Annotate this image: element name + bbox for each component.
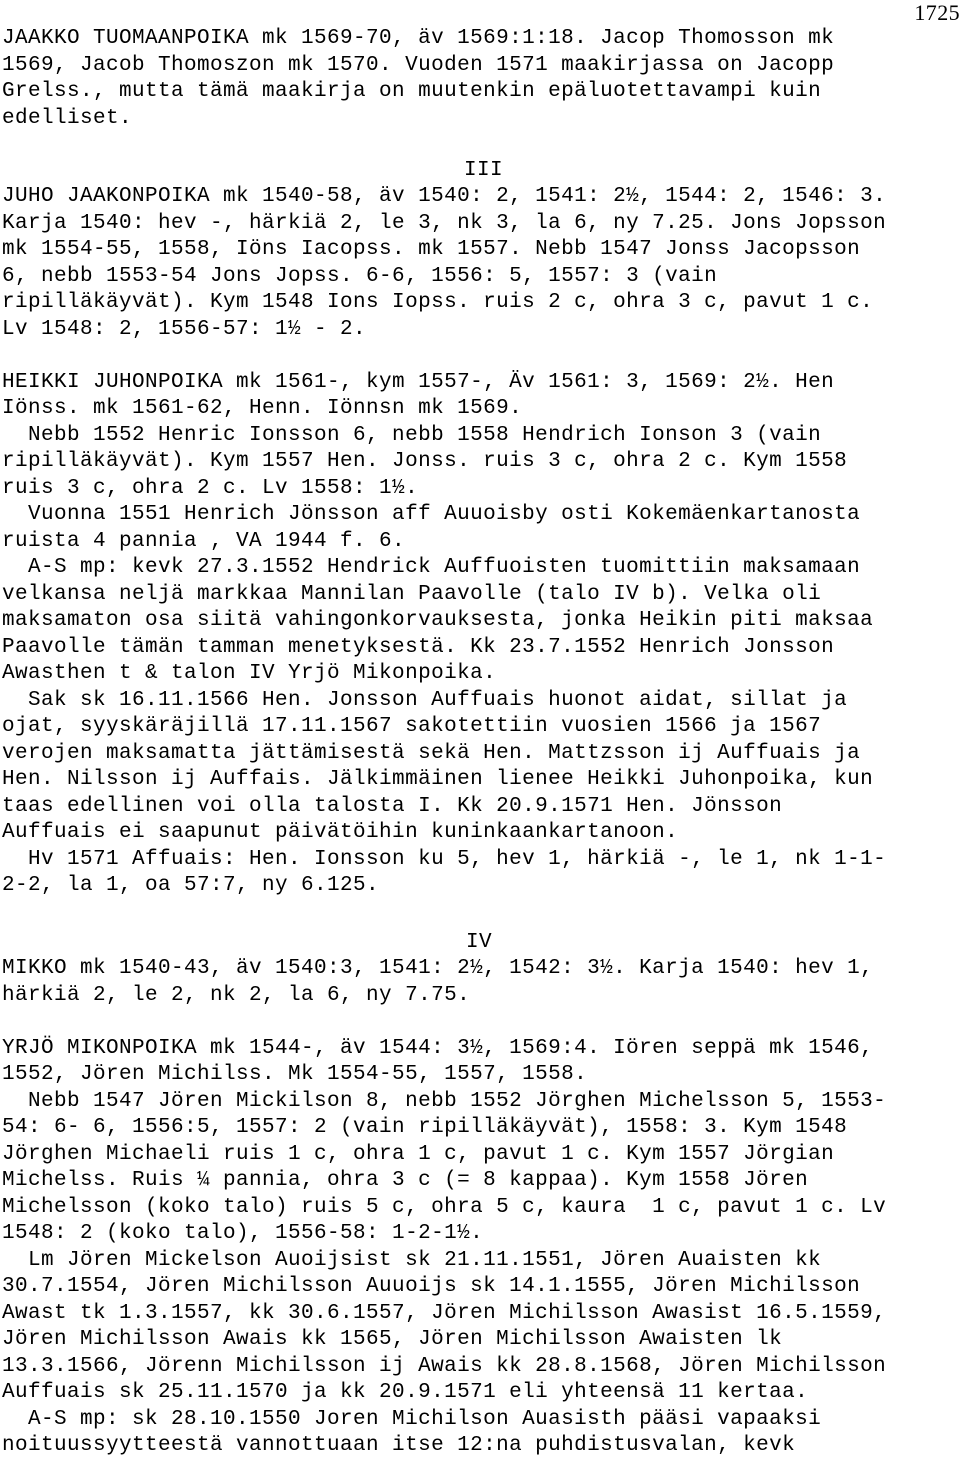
text-line: HEIKKI JUHONPOIKA mk 1561-, kym 1557-, Äv 1561: 3, 1569: 2½. Hen bbox=[2, 370, 835, 394]
text-line: Jören Michilsson Awais kk 1565, Jören Michilsson Awaisten lk bbox=[2, 1328, 783, 1351]
text-line: Paavolle tämän tamman menetyksestä. Kk 23.7.1552 Henrich Jonsson bbox=[2, 635, 835, 659]
text-line: JAAKKO TUOMAANPOIKA mk 1569-70, äv 1569:1:18. Jacop Thomosson mk bbox=[2, 27, 835, 50]
text-line: Auffuais ei saapunut päivätöihin kuninkaankartanoon. bbox=[2, 821, 679, 844]
text-line: MIKKO mk 1540-43, äv 1540:3, 1541: 2½, 1542: 3½. Karja 1540: hev 1, bbox=[2, 957, 874, 980]
text-line: Auffuais sk 25.11.1570 ja kk 20.9.1571 eli yhteensä 11 kertaa. bbox=[2, 1381, 809, 1404]
text-line: Lm Jören Mickelson Auoijsist sk 21.11.1551, Jören Auaisten kk bbox=[2, 1248, 822, 1272]
text-line: noituussyytteestä vannottuaan itse 12:na puhdistusvalan, kevk bbox=[2, 1434, 796, 1457]
text-line: 1552, Jören Michilss. Mk 1554-55, 1557, 1558. bbox=[2, 1063, 588, 1086]
text-line: Grelss., mutta tämä maakirja on muutenkin epäluotettavampi kuin bbox=[2, 80, 822, 103]
text-line: 13.3.1566, Jörenn Michilsson ij Awais kk 28.8.1568, Jören Michilsson bbox=[2, 1354, 887, 1378]
text-line: JUHO JAAKONPOIKA mk 1540-58, äv 1540: 2, 1541: 2½, 1544: 2, 1546: 3. bbox=[2, 185, 887, 208]
text-line: ojat, syyskäräjillä 17.11.1567 sakotettiin vuosien 1566 ja 1567 bbox=[2, 715, 822, 738]
text-line: 1548: 2 (koko talo), 1556-58: 1-2-1½. bbox=[2, 1222, 484, 1245]
text-line: Jörghen Michaeli ruis 1 c, ohra 1 c, pavut 1 c. Kym 1557 Jörgian bbox=[2, 1142, 835, 1166]
text-line: ruis 3 c, ohra 2 c. Lv 1558: 1½. bbox=[2, 476, 419, 500]
text-line: Vuonna 1551 Henrich Jönsson aff Auuoisby osti Kokemäenkartanosta bbox=[2, 503, 861, 526]
text-line: 54: 6- 6, 1556:5, 1557: 2 (vain ripilläkäyvät), 1558: 3. Kym 1548 bbox=[2, 1116, 848, 1139]
text-line: ruista 4 pannia , VA 1944 f. 6. bbox=[2, 529, 406, 553]
text-line: ripilläkäyvät). Kym 1548 Ions Iopss. ruis 2 c, ohra 3 c, pavut 1 c. bbox=[2, 291, 874, 314]
text-line: Michelss. Ruis ¼ pannia, ohra 3 c (= 8 kappaa). Kym 1558 Jören bbox=[2, 1169, 809, 1192]
text-line: Nebb 1547 Jören Mickilson 8, nebb 1552 Jörghen Michelsson 5, 1553- bbox=[2, 1089, 887, 1113]
text-line: taas edellinen voi olla talosta I. Kk 20.9.1571 Hen. Jönsson bbox=[2, 794, 783, 818]
text-line: A-S mp: kevk 27.3.1552 Hendrick Auffuoisten tuomittiin maksamaan bbox=[2, 556, 861, 579]
text-line: härkiä 2, le 2, nk 2, la 6, ny 7.75. bbox=[2, 983, 471, 1007]
text-line: mk 1554-55, 1558, Iöns Iacopss. mk 1557. Nebb 1547 Jonss Jacopsson bbox=[2, 238, 861, 261]
text-line: A-S mp: sk 28.10.1550 Joren Michilson Auasisth pääsi vapaaksi bbox=[2, 1407, 822, 1431]
text-line: 6, nebb 1553-54 Jons Jopss. 6-6, 1556: 5, 1557: 3 (vain bbox=[2, 264, 718, 288]
text-line: 2-2, la 1, oa 57:7, ny 6.125. bbox=[2, 874, 380, 897]
text-line: velkansa neljä markkaa Mannilan Paavolle (talo IV b). Velka oli bbox=[2, 582, 822, 606]
text-line: Hv 1571 Affuais: Hen. Ionsson ku 5, hev 1, härkiä -, le 1, nk 1-1- bbox=[2, 847, 887, 871]
text-line: 30.7.1554, Jören Michilsson Auuoijs sk 14.1.1555, Jören Michilsson bbox=[2, 1275, 861, 1298]
text-line: ripilläkäyvät). Kym 1557 Hen. Jonss. ruis 3 c, ohra 2 c. Kym 1558 bbox=[2, 450, 848, 473]
text-line: Lv 1548: 2, 1556-57: 1½ - 2. bbox=[2, 317, 367, 341]
section-heading: IV bbox=[466, 931, 493, 954]
text-line: Awasthen t & talon IV Yrjö Mikonpoika. bbox=[2, 662, 497, 685]
text-line: 1569, Jacob Thomoszon mk 1570. Vuoden 1571 maakirjassa on Jacopp bbox=[2, 53, 835, 77]
page-number: 1725 bbox=[914, 0, 960, 25]
text-line: edelliset. bbox=[2, 106, 133, 130]
text-line: Nebb 1552 Henric Ionsson 6, nebb 1558 Hendrich Ionson 3 (vain bbox=[2, 423, 822, 447]
section-heading: III bbox=[464, 159, 504, 182]
text-line: YRJÖ MIKONPOIKA mk 1544-, äv 1544: 3½, 1569:4. Iören seppä mk 1546, bbox=[2, 1036, 874, 1060]
text-line: Iönss. mk 1561-62, Henn. Iönnsn mk 1569. bbox=[2, 397, 523, 420]
text-line: Hen. Nilsson ij Auffais. Jälkimmäinen lienee Heikki Juhonpoika, kun bbox=[2, 768, 874, 791]
text-line: Sak sk 16.11.1566 Hen. Jonsson Auffuais huonot aidat, sillat ja bbox=[2, 688, 848, 712]
text-line: verojen maksamatta jättämisestä sekä Hen. Mattzsson ij Auffuais ja bbox=[2, 741, 861, 765]
text-line: maksamaton osa siitä vahingonkorvauksesta, jonka Heikin piti maksaa bbox=[2, 609, 874, 632]
text-line: Awast tk 1.3.1557, kk 30.6.1557, Jören Michilsson Awasist 16.5.1559, bbox=[2, 1301, 887, 1325]
text-line: Michelsson (koko talo) ruis 5 c, ohra 5 c, kaura 1 c, pavut 1 c. Lv bbox=[2, 1195, 887, 1219]
text-line: Karja 1540: hev -, härkiä 2, le 3, nk 3, la 6, ny 7.25. Jons Jopsson bbox=[2, 211, 887, 235]
